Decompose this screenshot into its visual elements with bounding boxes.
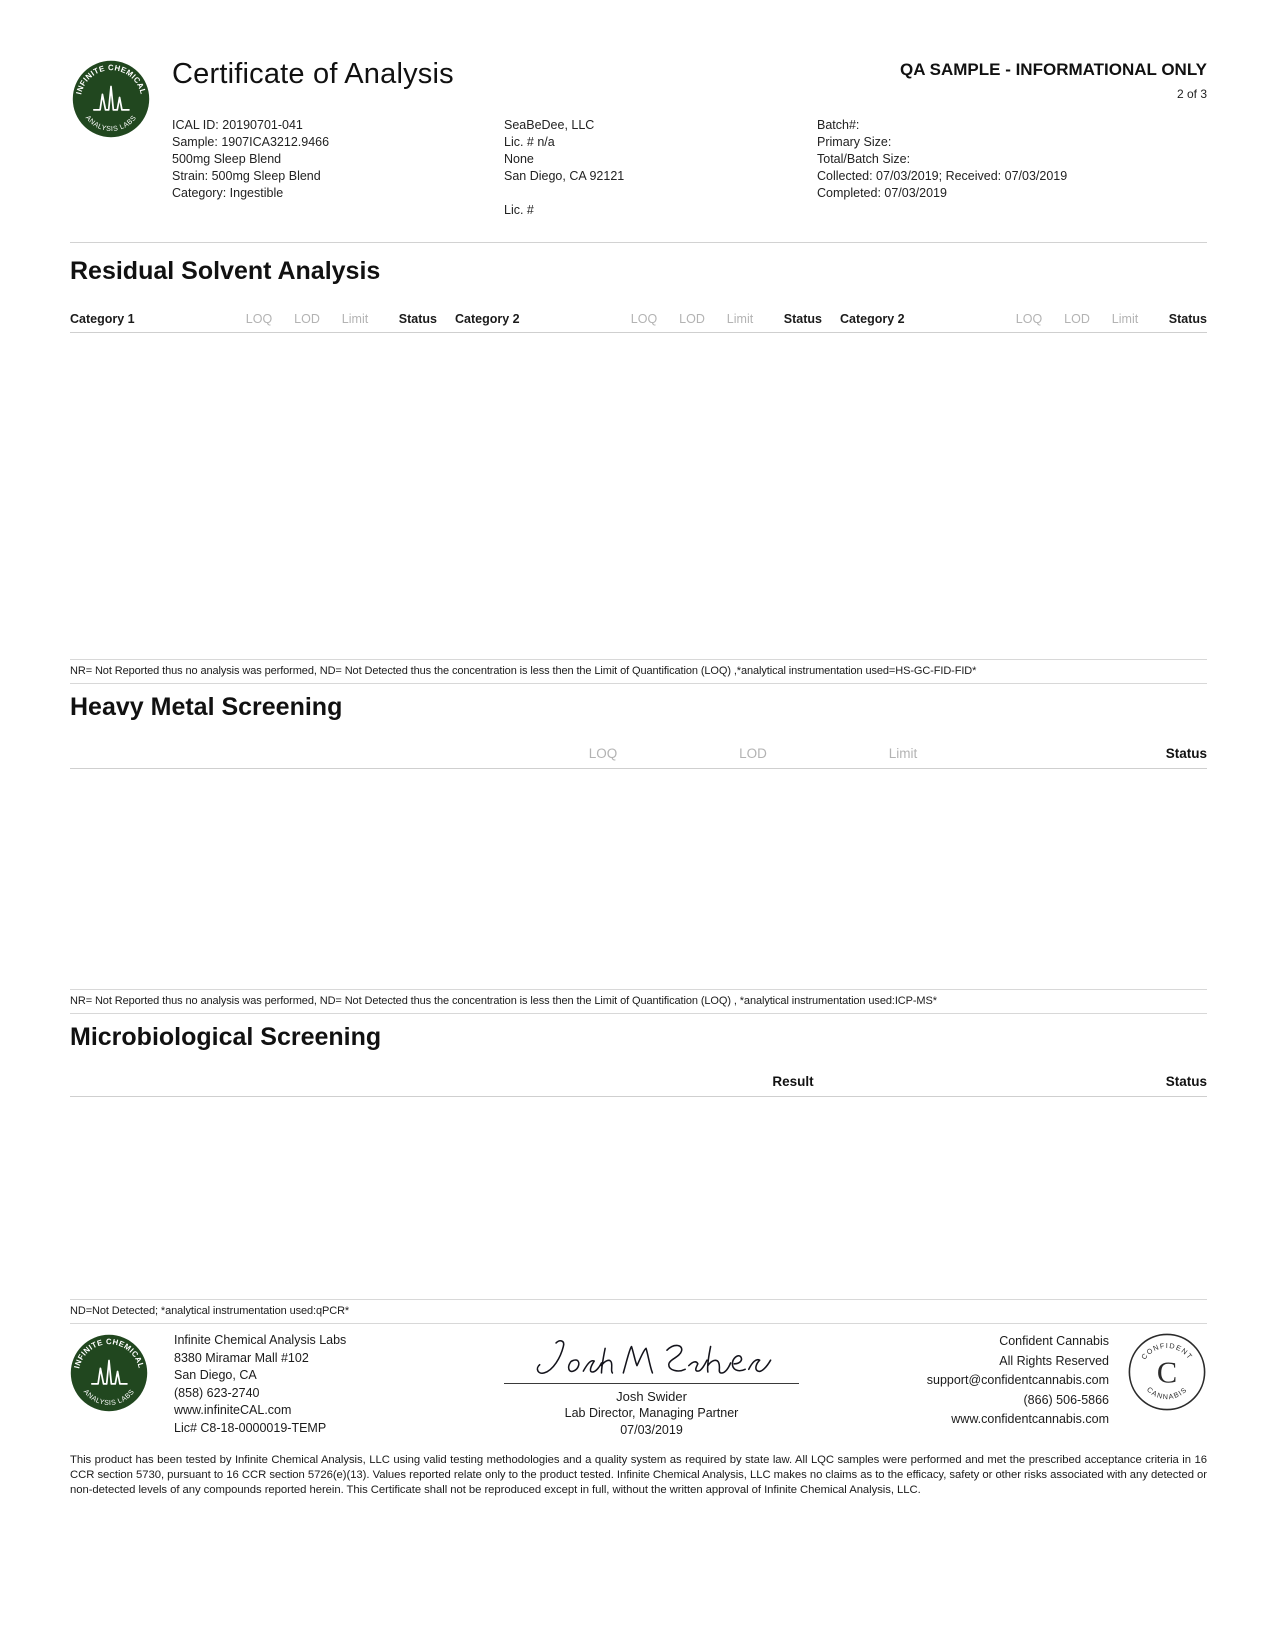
signer-name: Josh Swider xyxy=(616,1389,687,1404)
column-header-lod: LOD xyxy=(679,312,705,326)
primary-size: Primary Size: xyxy=(817,135,892,149)
column-header-category: Category 2 xyxy=(840,312,905,326)
qa-sample-label: QA SAMPLE - INFORMATIONAL ONLY xyxy=(900,60,1207,79)
column-header-status: Status xyxy=(398,312,437,326)
heavy-metal-section-title: Heavy Metal Screening xyxy=(70,693,343,721)
lab-logo-svg xyxy=(72,58,150,140)
header-main xyxy=(172,58,1207,219)
lab-street: 8380 Miramar Mall #102 xyxy=(174,1350,309,1365)
confident-rights: All Rights Reserved xyxy=(999,1353,1109,1368)
section-heavy-metal xyxy=(70,693,1207,1014)
column-header-category: Category 2 xyxy=(455,312,520,326)
lab-website: www.infiniteCAL.com xyxy=(174,1403,292,1417)
lab-name: Infinite Chemical Analysis Labs xyxy=(174,1333,347,1347)
svg-text:ANALYSIS LABS: ANALYSIS LABS xyxy=(83,114,139,134)
page-number: 2 of 3 xyxy=(1176,87,1207,101)
svg-text:CONFIDENT: CONFIDENT xyxy=(1139,1340,1195,1362)
column-header-loq: LOQ xyxy=(245,312,273,326)
signature-line xyxy=(504,1383,799,1384)
lab-logo-icon xyxy=(70,1332,148,1414)
svg-text:INFINITE CHEMICAL: INFINITE CHEMICAL xyxy=(72,1337,146,1370)
heavy-metal-table-body-empty xyxy=(70,769,1207,989)
svg-text:ANALYSIS LABS: ANALYSIS LABS xyxy=(81,1388,137,1408)
residual-table-body-empty xyxy=(70,333,1207,659)
client-info-column xyxy=(504,117,817,219)
confident-phone: (866) 506-5866 xyxy=(1023,1392,1109,1407)
sample-name: 500mg Sleep Blend xyxy=(172,152,282,166)
sample-id: Sample: 1907ICA3212.9466 xyxy=(172,135,330,149)
confident-name: Confident Cannabis xyxy=(999,1334,1109,1348)
column-header-limit: Limit xyxy=(341,312,369,326)
document-footer xyxy=(70,1332,1207,1437)
residual-table-header xyxy=(70,312,1207,333)
micro-section-title: Microbiological Screening xyxy=(70,1023,382,1051)
confident-cannabis-logo-svg xyxy=(1127,1332,1207,1412)
sample-info-column xyxy=(172,117,504,219)
batch-info-column xyxy=(817,117,1207,219)
signature-date: 07/03/2019 xyxy=(620,1423,683,1437)
header-divider xyxy=(70,242,1207,243)
collected-received-dates: Collected: 07/03/2019; Received: 07/03/2019 xyxy=(817,169,1068,183)
strain: Strain: 500mg Sleep Blend xyxy=(172,169,321,183)
document-header xyxy=(70,58,1207,226)
column-header-lod: LOD xyxy=(294,312,320,326)
heavy-metal-footnote: NR= Not Reported thus no analysis was performed, ND= Not Detected thus the concentration is less then the Limit of Quantification (LOQ) , *analytical instrumentation used:ICP-MS* xyxy=(70,989,1207,1014)
header-info-columns xyxy=(172,117,1207,219)
column-header-limit: Limit xyxy=(726,312,754,326)
column-header-category: Category 1 xyxy=(70,312,135,326)
document-title: Certificate of Analysis xyxy=(172,58,454,90)
confident-cannabis-block xyxy=(891,1332,1109,1430)
confident-website: www.confidentcannabis.com xyxy=(951,1412,1109,1426)
column-header-loq: LOQ xyxy=(588,746,618,761)
residual-footnote: NR= Not Reported thus no analysis was performed, ND= Not Detected thus the concentration is less then the Limit of Quantification (LOQ) ,*analytical instrumentation used=HS-GC-FID-FID* xyxy=(70,659,1207,684)
residual-header-group-2 xyxy=(455,312,822,326)
disclaimer-text: This product has been tested by Infinite Chemical Analysis, LLC using valid testing methodologies and a quality system as required by state law. All LQC samples were performed and met the prescribed acceptance criteria in 16 CCR section 5730, pursuant to 16 CCR section 5726(e)(13). Values reported relate only to the product tested. Infinite Chemical Analysis, LLC makes no claims as to the efficacy, safety or other risks associated with any detected or non-detected levels of any compounds reported herein. This Certificate shall not be reproduced except in full, without the written approval of Infinite Chemical Analysis, LLC. xyxy=(70,1454,1207,1496)
column-header-result: Result xyxy=(772,1074,814,1089)
residual-section-title: Residual Solvent Analysis xyxy=(70,257,381,285)
client-license-2: Lic. # xyxy=(504,203,534,217)
signer-role: Lab Director, Managing Partner xyxy=(564,1406,739,1420)
client-city: San Diego, CA 92121 xyxy=(504,169,625,183)
micro-table-header xyxy=(70,1074,1207,1097)
total-batch-size: Total/Batch Size: xyxy=(817,152,911,166)
column-header-status: Status xyxy=(783,312,822,326)
section-microbiological xyxy=(70,1023,1207,1324)
client-license: Lic. # n/a xyxy=(504,135,555,149)
column-header-limit: Limit xyxy=(1111,312,1139,326)
ical-id: ICAL ID: 20190701-041 xyxy=(172,118,303,132)
column-header-loq: LOQ xyxy=(630,312,658,326)
column-header-loq: LOQ xyxy=(1015,312,1043,326)
batch-number: Batch#: xyxy=(817,118,860,132)
client-address: None xyxy=(504,152,534,166)
column-header-lod: LOD xyxy=(1064,312,1090,326)
svg-text:C: C xyxy=(1156,1355,1178,1390)
column-header-lod: LOD xyxy=(739,746,767,761)
signature-image xyxy=(519,1332,784,1382)
svg-text:INFINITE CHEMICAL: INFINITE CHEMICAL xyxy=(74,63,148,96)
lab-license: Lic# C8-18-0000019-TEMP xyxy=(174,1420,327,1435)
client-name: SeaBeDee, LLC xyxy=(504,118,595,132)
lab-logo-icon xyxy=(72,58,150,140)
column-header-status: Status xyxy=(1165,746,1207,761)
heavy-metal-table-header xyxy=(70,746,1207,769)
column-header-limit: Limit xyxy=(888,746,918,761)
category: Category: Ingestible xyxy=(172,186,284,200)
signature-block xyxy=(412,1332,891,1437)
column-header-status: Status xyxy=(1168,312,1207,326)
micro-table-body-empty xyxy=(70,1097,1207,1299)
residual-header-group-1 xyxy=(70,312,437,326)
lab-address-block xyxy=(174,1332,412,1437)
completed-date: Completed: 07/03/2019 xyxy=(817,186,947,200)
qa-sample-block xyxy=(900,58,1207,101)
micro-footnote: ND=Not Detected; *analytical instrumentation used:qPCR* xyxy=(70,1299,1207,1324)
residual-header-group-3 xyxy=(840,312,1207,326)
lab-city: San Diego, CA xyxy=(174,1368,257,1382)
confident-email: support@confidentcannabis.com xyxy=(926,1373,1109,1387)
lab-logo-svg xyxy=(70,1332,148,1414)
column-header-status: Status xyxy=(1165,1074,1207,1089)
svg-text:CANNABIS: CANNABIS xyxy=(1144,1384,1190,1402)
client-spacer xyxy=(504,185,817,202)
confident-cannabis-logo-icon xyxy=(1127,1332,1207,1412)
lab-phone: (858) 623-2740 xyxy=(174,1385,260,1400)
section-residual-solvents xyxy=(70,257,1207,684)
